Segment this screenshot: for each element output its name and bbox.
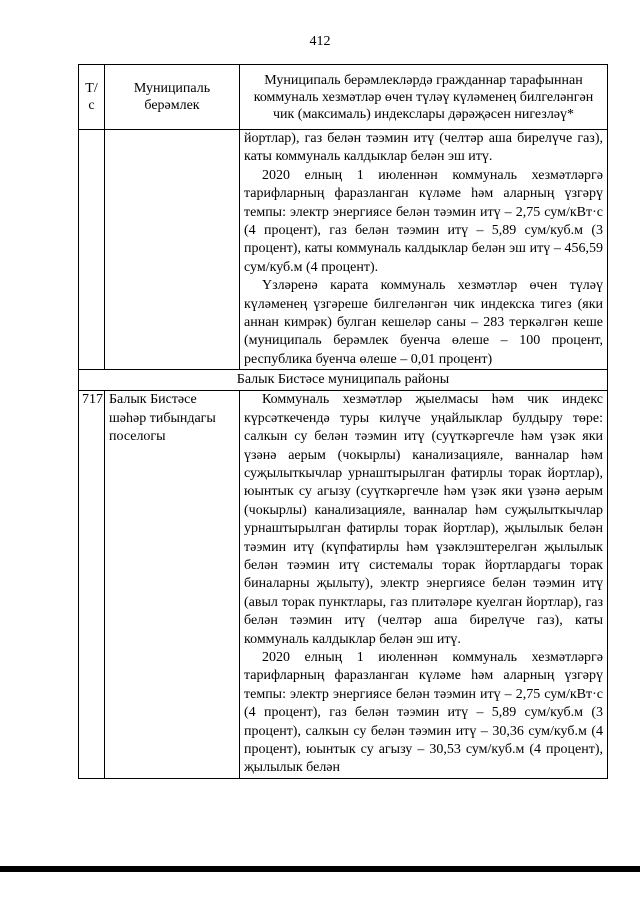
table-row: [79, 130, 608, 370]
row-text-cell: [240, 130, 608, 370]
header-municipality: Муниципаль берәмлек: [105, 65, 240, 130]
page-number: 412: [309, 34, 331, 49]
row-number: 717: [79, 391, 105, 779]
row-text-cell: [240, 391, 608, 779]
bottom-border-bar: [0, 866, 640, 872]
paragraph: йортлар), газ белән тәэмин итү (челтәр аша бирелүче газ), каты коммуналь калдыклар белән эш итү.: [244, 131, 603, 165]
paragraph: Үзләренә карата коммуналь хезмәтләр өчен түләү күләменең үзгәреше билгеләнгән чик индекска тигез (яки аннан кимрәк) булган кешеләр саны – 283 теркәлгән кеше (муниципаль берәмлек буенча өлеше – 100 процент, республика буенча өлеше – 0,01 процент): [244, 278, 603, 367]
paragraph: Коммуналь хезмәтләр җыелмасы һәм чик индекс күрсәткечендә туры килүче уңайлыклар булдыру төре: салкын су белән тәэмин итү (суүткәргечле һәм үзәк яки үзәнә аерым (чокырлы) канализацияле, ванналар һәм суҗылыткычлар урнаштырылган фатирлы торак йортлар), юынтык су агызу (суүткәргечле һәм үзәк яки үзәнә аерым (чокырлы) канализацияле, ванналар һәм суҗылыткычлар урнаштырылган фатирлы торак йортлар), җылылык белән тәэмин итү (күпфатирлы һәм үзәклэштерелгән җылылык белән тәэмин итү системалы торак йортлардагы торак биналарны җылыту), электр энергиясе белән тәэмин итү (авыл торак пунктлары, газ плитәләре куелган йортлар), газ белән тәэмин итү (челтәр аша бирелүче газ), каты коммуналь калдыклар белән эш итү.: [244, 392, 603, 647]
paragraph: 2020 елның 1 июленнән коммуналь хезмәтләргә тарифларның фаразланган күләме һәм аларның үзгәрү темпы: электр энергиясе белән тәэмин итү – 2,75 сум/кВт·с (4 процент), газ белән тәэмин итү – 5,89 сум/куб.м (3 процент), каты коммуналь калдыклар белән эш итү – 456,59 сум/куб.м (4 процент).: [244, 167, 603, 275]
header-justification: Муниципаль берәмлекләрдә гражданнар тарафыннан коммуналь хезмәтләр өчен түләү күләменең билгеләнгән чик (максималь) индекслары дәрәҗәсен нигезләү*: [240, 65, 608, 130]
tariff-table: [78, 64, 608, 779]
paragraph: 2020 елның 1 июленнән коммуналь хезмәтләргә тарифларның фаразланган күләме һәм аларның үзгәрү темпы: электр энергиясе белән тәэмин итү – 2,75 сум/кВт·с (4 процент), газ белән тәэмин итү – 5,89 сум/куб.м (3 процент), салкын су белән тәэмин итү – 30,36 сум/куб.м (4 процент), юынтык су агызу – 30,53 сум/куб.м (4 процент), җылылык белән: [244, 649, 603, 776]
row-name-cell: [105, 130, 240, 370]
table-row: [79, 391, 608, 779]
row-number-cell: [79, 130, 105, 370]
section-row: [79, 370, 608, 391]
header-number: Т/с: [79, 65, 105, 130]
row-municipality-name: Балык Бистәсе шәһәр тибындагы поселогы: [105, 391, 240, 779]
table-header-row: [79, 65, 608, 130]
section-title: Балык Бистәсе муниципаль районы: [79, 370, 608, 391]
